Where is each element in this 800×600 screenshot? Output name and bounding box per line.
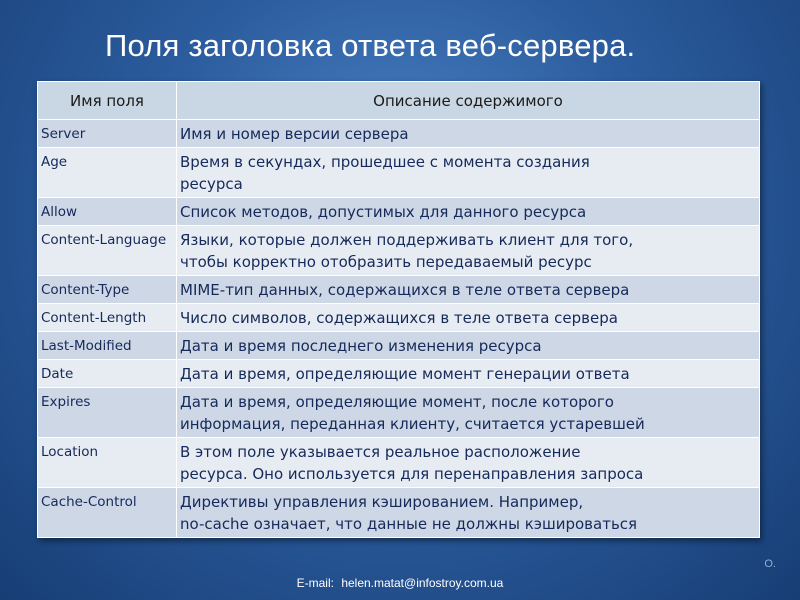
field-description-cell (177, 488, 760, 538)
field-name-cell: Date (38, 360, 177, 388)
field-description-cell (177, 198, 760, 226)
description-line: MIME-тип данных, содержащихся в теле ответа сервера (180, 281, 630, 299)
field-name-cell: Server (38, 120, 177, 148)
description-line: ресурса (180, 175, 243, 193)
description-line: Директивы управления кэшированием. Например, (180, 493, 584, 511)
table-body (38, 120, 760, 538)
faint-corner-text: O. (764, 558, 776, 570)
description-line: Языки, которые должен поддерживать клиент для того, (180, 231, 634, 249)
description-line: Дата и время последнего изменения ресурса (180, 337, 542, 355)
table-row (38, 388, 760, 438)
field-description-cell (177, 276, 760, 304)
description-line: Число символов, содержащихся в теле ответа сервера (180, 309, 618, 327)
table-row (38, 226, 760, 276)
field-name-cell: Content-Language (38, 226, 177, 276)
field-name-cell: Content-Type (38, 276, 177, 304)
description-line: Список методов, допустимых для данного ресурса (180, 203, 587, 221)
description-line: информация, переданная клиенту, считается устаревшей (180, 415, 645, 433)
table-header-row (38, 82, 760, 120)
description-line: В этом поле указывается реальное расположение (180, 443, 581, 461)
field-name-cell: Allow (38, 198, 177, 226)
field-name-cell: Age (38, 148, 177, 198)
description-line: Дата и время, определяющие момент генерации ответа (180, 365, 630, 383)
description-line: Дата и время, определяющие момент, после которого (180, 393, 614, 411)
description-line: ресурса. Оно используется для перенаправления запроса (180, 465, 644, 483)
table-row (38, 332, 760, 360)
slide-title: Поля заголовка ответа веб-сервера. (105, 28, 636, 63)
column-header-description: Описание содержимого (177, 82, 760, 120)
field-name-cell: Location (38, 438, 177, 488)
field-name-cell: Expires (38, 388, 177, 438)
table-row (38, 276, 760, 304)
field-description-cell (177, 304, 760, 332)
table-row (38, 360, 760, 388)
table-row (38, 304, 760, 332)
field-description-cell (177, 388, 760, 438)
email-address: helen.matat@infostroy.com.ua (341, 576, 504, 590)
field-name-cell: Content-Length (38, 304, 177, 332)
description-line: чтобы корректно отобразить передаваемый ресурс (180, 253, 592, 271)
field-description-cell (177, 332, 760, 360)
column-header-field-name: Имя поля (38, 82, 177, 120)
table-row (38, 198, 760, 226)
table-row (38, 488, 760, 538)
table-row (38, 120, 760, 148)
footer-contact (0, 576, 800, 596)
description-line: Имя и номер версии сервера (180, 125, 409, 143)
description-line: Время в секундах, прошедшее с момента создания (180, 153, 590, 171)
field-description-cell (177, 148, 760, 198)
table-row (38, 148, 760, 198)
field-description-cell (177, 226, 760, 276)
email-label: E-mail: (296, 576, 334, 590)
field-name-cell: Cache-Control (38, 488, 177, 538)
field-description-cell (177, 438, 760, 488)
field-name-cell: Last-Modified (38, 332, 177, 360)
field-description-cell (177, 120, 760, 148)
field-description-cell (177, 360, 760, 388)
table-row (38, 438, 760, 488)
description-line: no-cache означает, что данные не должны кэшироваться (180, 515, 638, 533)
header-fields-table (37, 81, 760, 538)
